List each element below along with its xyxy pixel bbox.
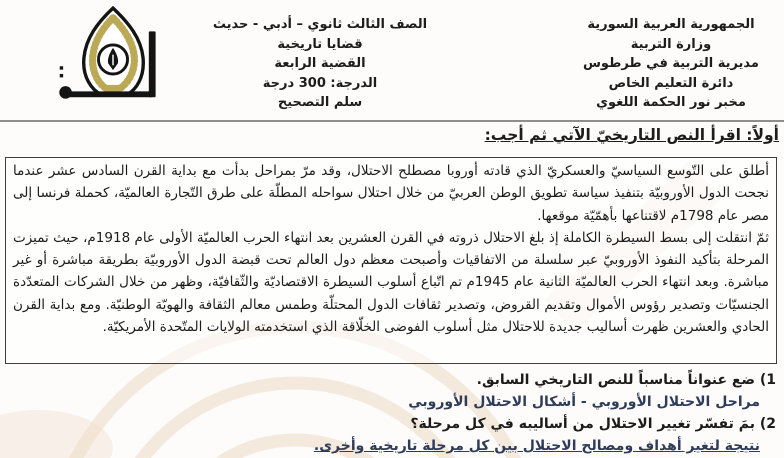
exam-info-block (180, 15, 460, 113)
ministry-line: مديرية التربية في طرطوس (582, 56, 759, 71)
hikma-logo-icon (52, 2, 174, 115)
exam-rubric-line: سلم التصحيح (277, 95, 363, 110)
passage-box (5, 157, 777, 364)
section-heading: أولاً: اقرأ النص التاريخيّ الآتي ثم أجب: (484, 126, 779, 144)
school-logo (52, 2, 174, 115)
header-divider (0, 120, 784, 122)
exam-class-line: الصف الثالث ثانوي – أدبي - حديث (212, 17, 428, 32)
passage-paragraph-1: أطلق على التّوسع السياسيّ والعسكريّ الذي قادته أوروبا مصطلح الاحتلال، وقد مرّ بمراحل بدأت مع بداية القرن السادس عشر عندما نجحت الدول الأوروبيّة بتنفيذ سياسة تطويق الوطن العربيّ من خلال احتلال سواحله المطلّة على طرق التّجارة العالميّة، كحملة فرنسا إلى مصر عام 1798م لاقتناعها بأهمّيّة موقعها. (13, 163, 769, 224)
exam-grade-line: الدرجة: 300 درجة (262, 75, 378, 91)
ministry-line: الجمهورية العربية السورية (587, 17, 755, 32)
ministry-block (576, 15, 766, 113)
ministry-line: وزارة التربية (630, 36, 712, 52)
exam-subject-line: قضايا تاريخية (277, 36, 363, 52)
question-2: 2) بمَ تفسّر تغيير الاحتلال من أساليبه في كل مرحلة؟ (410, 416, 776, 432)
exam-topic-line: القضية الرابعة (274, 56, 366, 71)
questions-list (8, 369, 776, 457)
ministry-line: دائرة التعليم الخاص (608, 75, 734, 91)
question-1: 1) ضع عنواناً مناسباً للنص التاريخي السابق. (476, 372, 776, 388)
passage-paragraph-2: ثمّ انتقلت إلى بسط السيطرة الكاملة إذ بلغ الاحتلال ذروته في القرن العشرين بعد انتهاء الحرب العالميّة الأولى عام 1918م، حيث تميزت المرحلة بتأكيد النفوذ الأوروبيّ عبر سلسلة من الاتفاقيات وأصبحت معظم دول العالم تحت قبضة الدول الأوروبيّة بطريقة مباشرة أو غير مباشرة. وبعد انتهاء الحرب العالميّة الثانية عام 1945م تم اتّباع أسلوب السيطرة الاقتصاديّة والثّقافيّة، وظهر من خلال الشركات المتعدّدة الجنسيّات وتصدير رؤوس الأموال وتقديم القروض، وتصدير ثقافات الدول المحتلّة وطمس معالم الثقافة والهويّة الوطنيّة. ومع بداية القرن الحادي والعشرين ظهرت أساليب جديدة للاحتلال مثل أسلوب الفوضى الخلّاقة الذي استخدمته الولايات المتّحدة الأمريكيّة. (13, 229, 770, 336)
answer-2: نتيجة لتغير أهداف ومصالح الاحتلال بين كل مرحلة تاريخية وأخرى. (313, 438, 760, 454)
answer-1: مراحل الاحتلال الأوروبي - أشكال الاحتلال الأوروبي (408, 394, 760, 410)
ministry-line: مخبر نور الحكمة اللغوي (596, 95, 746, 110)
